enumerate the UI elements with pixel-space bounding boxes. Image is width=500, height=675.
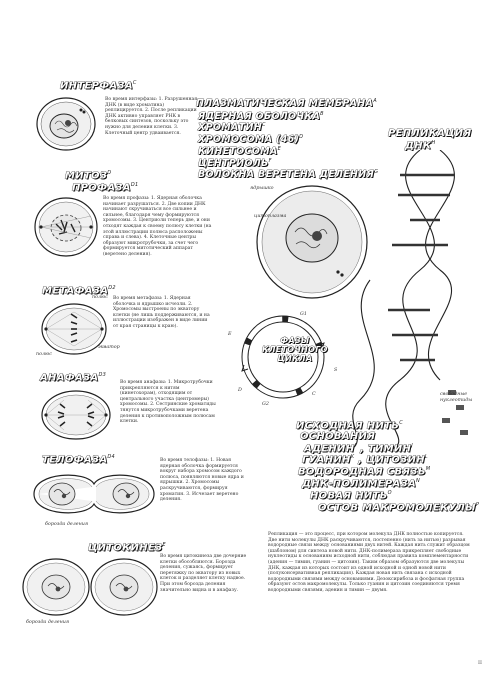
telophase-title: $ТЕЛОФАЗА^{D4}$ xyxy=(42,454,115,466)
telophase-furrow-label: борозда деления xyxy=(45,522,89,527)
anaphase-cell-illustration xyxy=(40,388,112,442)
metaphase-pole-label-top: полюс xyxy=(92,295,108,300)
cycle-label-g2: G2 xyxy=(262,402,269,407)
dna-legend-hydrogen-bond: ВОДОРОДНАЯ $СВЯЗЬ^M$ xyxy=(298,466,431,478)
anaphase-title: $АНАФАЗА^{D3}$ xyxy=(40,372,107,384)
cytokinesis-furrow-label: борозда деления xyxy=(26,620,70,625)
legend-item-spindle-fibers: ВОЛОКНА ВЕРЕТЕНА $ДЕЛЕНИЯ^G$ xyxy=(198,169,379,181)
nucleolus-label: ядрышко xyxy=(250,186,274,191)
dna-legend-guanine-cytosine: $ГУАНИН^K$ , $ЦИТОЗИН^L$ xyxy=(302,454,429,466)
dna-legend-bases: ОСНОВАНИЯ xyxy=(300,431,376,442)
dna-legend-adenine-thymine: $АДЕНИН^I$ , $ТИМИН^J$ xyxy=(304,443,414,455)
dna-legend-dna-polymerase: ДНК-$ПОЛИМЕРАЗА^N$ xyxy=(302,478,421,490)
cycle-label-g1: G1 xyxy=(300,312,307,317)
legend-item-nuclear-envelope: ЯДЕРНАЯ $ОБОЛОЧКА^B$ xyxy=(198,111,324,123)
metaphase-pole-label-left: полюс xyxy=(36,352,52,357)
legend-item-centriole: $ЦЕНТРИОЛЬ^F$ xyxy=(198,158,272,170)
cytokinesis-cell-illustration xyxy=(20,556,160,618)
cytoplasm-label: цитоплазма xyxy=(254,214,287,219)
replication-subtitle: $ДНК^H$ xyxy=(405,140,436,152)
cytokinesis-title: $ЦИТОКИНЕЗ^E$ xyxy=(88,542,166,554)
legend-item-chromatin: $ХРОМАТИН^C$ xyxy=(198,122,266,134)
cycle-label-c: C xyxy=(312,392,316,397)
telophase-description: Во время телофазы: 1. Новая ядерная оболочка формируется вокруг набора хромосом каждого полюса, появляются новые ядра и ядрышки. 2. Хромосомы раскручиваются, формируя хроматин. 3. Исчезает веретено деления. xyxy=(160,458,244,503)
prophase-title: $ПРОФАЗА^{D1}$ xyxy=(72,182,139,194)
metaphase-equator-label: экватор xyxy=(98,345,120,350)
telophase-cell-illustration xyxy=(30,468,158,520)
free-nucleotides-label: свободные нуклеотиды xyxy=(440,392,473,403)
cycle-label-e: E xyxy=(228,332,232,337)
dna-legend-new-strand: НОВАЯ $НИТЬ^O$ xyxy=(310,490,392,502)
legend-item-kinetosome: $КИНЕТОСОМА^E$ xyxy=(198,146,282,158)
legend-item-plasma-membrane: ПЛАЗМАТИЧЕСКАЯ $МЕМБРАНА^A$ xyxy=(196,98,377,110)
metaphase-title: $МЕТАФАЗА^{D2}$ xyxy=(42,285,116,297)
interphase-title: $ИНТЕРФАЗА^C$ xyxy=(60,80,137,92)
cycle-label-s: S xyxy=(334,368,338,373)
replication-title: РЕПЛИКАЦИЯ xyxy=(388,128,472,139)
replication-description: Репликация — это процесс, при котором молекула ДНК полностью копируется. Две нити молекулы ДНК раскручиваются, постепенно (нить за нитью) разрывая водородные связи между основаниями двух нитей. Каждая нить служит образцом (шаблоном) для синтеза новой нити. ДНК-полимераза прикрепляет свободные нуклеотиды к основаниям исходной нити, соблюдая правила комплементарности (аденин — тимин, гуанин — цитозин). Таким образом образуются две молекулы ДНК, каждая из которых состоит из одной исходной и одной новой нити (полуконсервативная репликация). Каждая новая нить связана с исходной водородными связями между основаниями. Дезоксирибоза и фосфатная группа образуют остов макромолекулы. Только гуанин и цитозин соединяются тремя водородными связями, аденин и тимин — двумя. xyxy=(268,532,470,593)
dna-legend-original-strand: ИСХОДНАЯ $НИТЬ^C$ xyxy=(296,420,403,432)
mitosis-title: $МИТОЗ^D$ xyxy=(65,170,112,182)
prophase-cell-illustration xyxy=(33,196,99,258)
page-number: II xyxy=(478,660,482,666)
cycle-label-d: D xyxy=(238,388,242,393)
dna-replication-helix-illustration xyxy=(330,150,480,450)
anaphase-description: Во время анафазы: 1. Микротрубочки прикрепляются к нитям (кинетохорам), отходящим от центрального участка (центромеры) хромосомы. 2. Сестринские хроматиды тянутся микротрубочками веретена деления к противоположным полюсам клетки. xyxy=(120,380,216,425)
interphase-description: Во время интерфазы: 1. Разрушенная ДНК (в виде хроматина) реплицируется. 2. После репликации ДНК активно управляет РНК в белковых синтезов, поскольку это нужно для деления клетки. 3. Клеточный центр удваивается. xyxy=(105,97,198,136)
metaphase-description: Во время метафазы: 1. Ядерная оболочка и ядрышко исчезли. 2. Хромосомы выстроены по экватору клетки (не лишь поддерживаются, и на иллюстрации изображен в виде линии от края страницы к краю). xyxy=(113,296,210,329)
legend-item-chromosome: ХРОМОСОМА $(46)^D$ xyxy=(198,134,304,146)
cytokinesis-description: Во время цитокинеза две дочерние клетки обособляются. Борозда деления, сужаясь, формирует перетяжку по экватору из новых клеток и разделяет клетку надвое. При этом борозда деления значительно видна и в анафазу. xyxy=(160,554,247,593)
interphase-cell-illustration xyxy=(35,96,97,152)
cell-cycle-title: ФАЗЫ КЛЕТОЧНОГО ЦИКЛА xyxy=(262,336,328,363)
dna-legend-backbone: ОСТОВ $МАКРОМОЛЕКУЛЫ^P$ xyxy=(318,502,480,514)
prophase-description: Во время профазы: 1. Ядерная оболочка начинает разрушаться. 2. Две копии ДНК начинают скручиваться все сильнее и сильнее, благодаря чему формируются хромосомы. 3. Центриоли теперь две, и они отходят каждая к своему полюсу клетки (на этой иллюстрации полюса расположены справа и слева). 4. Клеточные центры образуют микротрубочки, за счет чего формируется митотический аппарат (веретено деления). xyxy=(103,196,212,257)
